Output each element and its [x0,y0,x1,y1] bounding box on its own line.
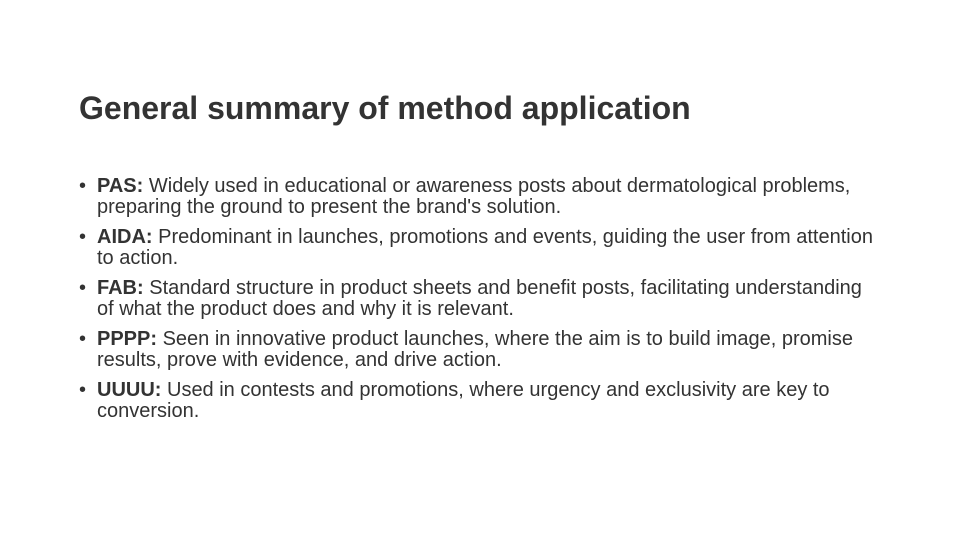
bullet-term: FAB: [97,277,144,299]
bullet-icon: • [79,277,87,299]
bullet-item-pas [79,176,879,218]
bullet-item-aida [79,227,879,269]
bullet-term: PAS: [97,175,144,197]
bullet-text: Standard structure in product sheets and benefit posts, facilitating understanding of what the product does and why it is relevant. [97,277,862,320]
bullet-term: UUUU: [97,379,162,401]
bullet-term: PPPP: [97,328,158,350]
bullet-list [79,176,879,431]
bullet-item-uuuu [79,380,879,422]
bullet-item-fab [79,278,879,320]
bullet-text: Predominant in launches, promotions and events, guiding the user from attention to action. [97,226,873,269]
bullet-icon: • [79,328,87,350]
bullet-text: Seen in innovative product launches, where the aim is to build image, promise results, prove with evidence, and drive action. [97,328,853,371]
bullet-text: Used in contests and promotions, where urgency and exclusivity are key to conversion. [97,379,830,422]
bullet-icon: • [79,175,87,197]
bullet-item-pppp [79,329,879,371]
bullet-icon: • [79,379,87,401]
slide-title: General summary of method application [79,90,691,126]
bullet-icon: • [79,226,87,248]
bullet-text: Widely used in educational or awareness posts about dermatological problems, preparing the ground to present the brand's solution. [97,175,851,218]
bullet-term: AIDA: [97,226,153,248]
